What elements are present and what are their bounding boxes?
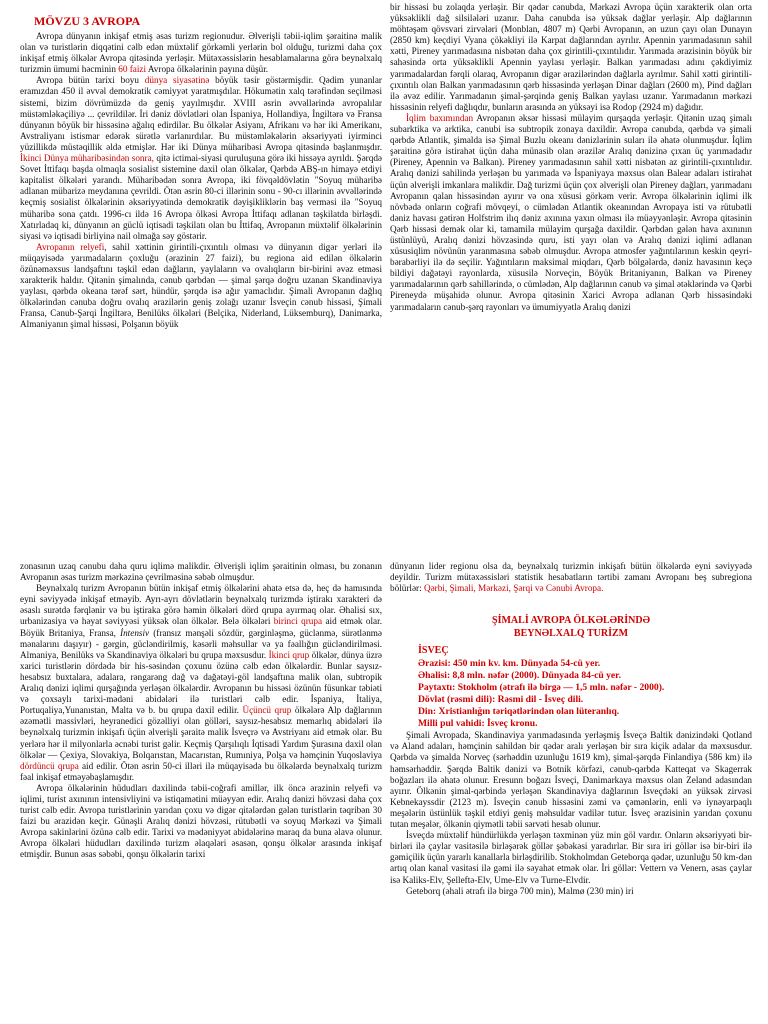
section-subheading: ŞİMALİ AVROPA ÖLKƏLƏRİNDƏ — [492, 615, 650, 627]
text-run: aid etmək olar. Böyük Britaniya, Fransa, — [20, 616, 382, 638]
top-left-column — [20, 14, 382, 331]
paragraph — [20, 75, 382, 241]
fact-line: Paytaxtı: Stokholm (ətrafı ilə birgə — 1,5 mln. nəfər - 2000). — [418, 682, 665, 694]
text-run: , sahil xəttinin girintili-çıxıntılı olması və dünyanın digər yerləri ilə müqayisədə yarımadaların çoxluğu (ərazinin 27 faizi), bu regiona aid edilən ölkələrin özünəməxsus landşaftını təşkil edən dağların, yaylaların və ovalıqların bir-birini əvəz etməsi xarakterik haldır. Qitənin şimalında, cənub qərbdən — şimal şərqə doğru uzanan Skandinaviya yaylası, qərbdə okeana tərəf sərt, hündür, şərqdə isə ağır yamaclıdır. Şimali Avropanın dağlıq ölkələrindən cənuba doğru ovalıq ərazilərin geniş zolağı uzanır İsveçin cənub hissəsi, Şimali Fransa, Cənub-Şərqi İngiltərə, Benilüks ölkələri (Belçika, Niderland, Lüksemburq), Danimarka, Almaniyanın şimal hissəsi, Polşanın böyük — [20, 241, 382, 330]
highlight-text: İqlim baxımından — [406, 112, 474, 123]
highlight-text: 60 faizi — [118, 64, 147, 75]
text-run: Avropa bütün tarixi boyu — [36, 75, 145, 86]
section-subheading: BEYNƏLXALQ TURİZM — [513, 628, 629, 640]
italic-term: İntensiv — [120, 627, 150, 638]
text-run: Beynəlxalq turizm Avropanın bütün inkişaf etmiş ölkələrini əhatə etsə də, heç də hamısında eyni səviyyədə inkişaf etməyib. Ayrı-ayrı dövlətlərin beynəlxalq turizmdə iştirakı xarakteri də əsaslı surətdə fərqlənir və bu iştiraka görə həmin ölkələri dörd qrupa ayırmaq olar. Əhalisi sıx, urbanizasiya və həyat səviyyəsi yüksək olan ölkələr. Belə ölkələri — [20, 583, 382, 627]
fact-line: Din: Xristianlığın təriqətlərindən olan lüteranlıq. — [418, 706, 620, 718]
paragraph — [20, 583, 382, 783]
paragraph — [20, 31, 382, 75]
highlight-text: İkinci qrup — [268, 649, 310, 660]
highlight-text: Avropanın relyefi — [36, 241, 105, 252]
paragraph — [390, 113, 752, 313]
country-title: İSVEÇ — [418, 645, 449, 657]
bottom-page — [0, 555, 768, 1024]
paragraph — [20, 242, 382, 331]
fact-line: Ərazisi: 450 min kv. km. Dünyada 54-cü yer. — [418, 658, 601, 670]
paragraph: Geteborq (əhali ətrafı ilə birgə 700 min), Malmø (230 min) iri — [406, 885, 634, 896]
paragraph: bir hissəsi bu zolaqda yerləşir. Bir qədər cənubda, Mərkəzi Avropa üçün xarakterik olan orta yüksəklikli dağ silsilələri uzanır. Daha cənubda isə yüksək dağlar yerləşir. Alp dağlarının möhtəşəm qövsvari zirvələri (Monblan, 4807 m) Qərbi Avropanın, ən uzun çayı olan Dunayın (2850 km) keçdiyi Vyana çökəkliyi ilə Karpat dağlarından ayrılır. Apennin yarımadasının sahil xətti, Pireney yarımadasına nisbətən daha çox girintili-çıxıntılıdır. Yarımada ərazisinin böyük bir sahəsində orta yüksəklikli Apennin yaylası yerləşir. Balkan yarımadası adını çəkdiyimiz yarımadalardan fərqli olaraq, Avropanın digər ərazilərindən dağlarla ayrılmır. Sahil xətti girintili-çıxıntılı olan Balkan yarımadasının qərb hissəsində yerləşən Dinar dağları (2600 m), Pind dağları ilə əvəz edilir. Yarımadanın şimal-şərqində geniş Balkan yaylası uzanır. Yarımadanın mərkəzi hissəsinin relyefi dağlıqdır, bunların arasında ən yüksəyi isə Rodop (2924 m) dağıdır. — [390, 2, 752, 112]
text-run: Avropa ölkələrinin payına düşür. — [146, 64, 269, 75]
text-run: dünyanın lider regionu olsa da, beynəlxalq turizmin inkişafı bütün ölkələrdə eyni səviyyədə deyildir. Turizm mütəxəssisləri statistik hesabatların tərtibi zamanı Avropanı beş subregiona bölürlər: — [390, 561, 752, 594]
fact-line: Dövlət (rəsmi dili): Rəsmi dil - İsveç dili. — [418, 694, 584, 706]
text-run: ölkələr, dünya üzrə xarici turistlərin dördədə bir his-səsindən çoxunu özünə cəlb edən ölkələrdir. Bunlar saysız-hesabsız buxtalara, adalara, rəngarəng dağ və dağətəyi-göl landşaftına malik olan, subtropik Aralıq dənizi iqlimi qurşağında yerləşən ölkələrdir. Avropanın bu hissəsi özünün füsunkar təbiəti və çoxsaylı tarixi-mədəni abidələri ilə turistləri cəlb edir. İspaniya, İtaliya, Portuqaliya,Yunanıstan, Malta və b. bu qrupa daxil edilir. — [20, 649, 382, 716]
page-gap — [0, 520, 768, 555]
text-run: qitə ictimai-siyasi quruluşuna görə iki hissəyə ayrıldı. Şərqdə Sovet İttifaqı başda olmaqla sosialist sistemine daxil olan ölkələr, Qərbdə ABŞ-ın himayə etdiyi kapitalist ölkələri yarandı. Müharibədən sonra Avropa, iki fövqəldövlətin "Soyuq müharibə adlanan mübarizə meydanına çevrildi. Ötən əsrin 80-ci illərinin sonu - 90-cı illərinin əvvəllərində keçmiş sosialist ölkələrinin əksəriyyətində demokratik dəyişikliklərin baş verməsi ilə "Soyuq müharibə sona çatdı. 1996-cı ildə 16 Avropa ölkəsi Avropa İttifaqı adlanan təşkilatda birləşdi. Xatırladaq ki, dünyanın ən güclü iqtisadi təşkilatı olan bu İttifaq, Avropanın müxtəlif ölkələrinin siyasi və iqtisadi birliyinə nail olmağa səy göstərir. — [20, 153, 383, 241]
text-run: Avropanın əksər hissəsi mülayim qurşaqda yerləşir. Qitənin uzaq şimalı subarktika və arktika, cənubi isə subtropik zonaya daxildir. Avropa cənubda, qərbdə və şimali qərbdə Atlantik, şimalda isə Şimal Buzlu okeanı dənizlərinin suları ilə əhatə olunmuşdur. İqlim şəraitinə görə istirahət üçün daha münasib olan ərazilər Aralıq dənizinə çıxan üç yarımadadır (Pireney, Apennin və Balkan). Pireney yarımadasının sahil xətti nisbətən az girintili-çıxıntılıdır. Aralıq dənizi sahilində yerləşən bu yarımada və İspaniyaya məxsus olan Balear adaları istirahət üçün əlverişli imkanlara malikdir. Dağ turizmi üçün çox əlverişli olan Pireney dağları, yarımadanı Avropanın qalan hissəsindən ayırır və ona xüsusi görkəm verir. Avropa ölkələrinin iqlimi ilk növbədə onların coğrafi mövqeyi, o cümlədən Atlantik okeanından Avropaya isti və rütubətli dəniz havası gətirən Holfstrim ilıq dəniz axınına yaxın olması ilə müəyyənləşir. Avropa qitəsinin Qərb hissəsi demək olar ki, tamamilə mülayim qurşağa daxildir. Qərbdən gələn hava axınının üstünlüyü, Aralıq dənizi hövzəsində quru, isti yayı olan və Aralıq dənizi iqlimi adlanan xüsusiqlim növünün yaranmasına səbəb olmuşdur. Avropa atmosfer yağıntılarının keskin qeyri-bərabərliyi ilə də seçilir. Yağıntıların maksimal miqdarı, Qərb bölgələrdə, dəniz havasının keçə bildiyi dağətəyi rayonlarda, xüsusilə Norveçin, Böyük Britaniyanın, Balkan və Pireney yarımadalarının qərb sahillərində, o cümlədən, Alp dağlarının cənub və şimal ətəklərində və Qərbi Pireneydə müşahidə olunur. Avropa qitəsinin Xarici Avropa adlanan Qərb hissəsindəki yarımadaların cənub-şərq rayonları və ümumiyyətlə Aralıq dənizi — [390, 112, 752, 312]
paragraph — [390, 561, 752, 594]
bottom-left-column — [20, 561, 382, 861]
text-run: Avropa dünyanın inkişaf etmiş əsas turizm regionudur. Əlverişli təbii-iqlim şəraitinə malik olan və turistlərin diqqətini cəlb edən müxtəlif görkəmli yerlərin bol olduğu, turizmi daha çox inkişaf etmiş ölkələr Avropa qitəsində yerləşir. Mütəxəssislərin hesablamalarına görə beynəlxalq turizmin ümumi həcminin — [20, 31, 382, 75]
highlight-text: Qərbi, Şimali, Mərkəzi, Şərqi və Cənubi Avropa. — [423, 583, 604, 594]
highlight-text: Üçüncü qrup — [242, 705, 292, 716]
top-right-column — [390, 2, 752, 313]
paragraph: Avropa ölkələrinin hüdudları daxilində təbii-coğrafi amillər, ilk öncə ərazinin relyefi və iqlimi, turist axınının intensivliyini və istiqamətini müəyyən edir. Aralıq dənizi hövzəsi daha çox turist cəlb edir. Avropa turistlərinin yarıdan çoxu və digər qitələrdən gələn turistlərin təqribən 30 faizi bu ərazidən keçir. Günəşli Aralıq dənizi hövzəsi, rütubətli və soyuq Mərkəzi və Şimali Avropa sakinlərini özünə cəlb edir. Tarixi və mədəniyyət abidələrinə maraq da buna əlavə olunur. Avropa ölkələri hüdudları daxilində turizm əlaqələri əsasən, qonşu ölkələr arasında inkişaf etmişdir. Bunun əsas səbəbi, qonşu ölkələrin tarixi — [20, 782, 382, 860]
highlight-text: İkinci Dünya müharibəsindən sonra, — [20, 153, 154, 164]
highlight-text: birinci qrupa — [273, 616, 323, 627]
text-run: böyük təsir göstərmişdir. Qədim yunanlar eramızdan 450 il əvvəl demokratik cəmiyyət yaratmışdılar. Hökumətin xalq tərəfindən seçilməsi sistemi, bizim dövrümüzdə də geniş yayılmışdır. XVIII əsrin əvvəllərində avropalılar müstəmləkəçiliyə ... çevrildilər. İri dəniz dövlətləri olan İspaniya, Hollandiya, İngiltərə və Fransa dünyanın böyük bir hissəsinə ağalıq edirdilər. Bu ölkələr Asiyanı, Afrikanı və hər iki Amerikanı, Avstraliyanı istismar edərək sürətlə varlanırdılar. Bu müstəmləkələrin əksəriyyəti iyirminci yüzillikdə müstəqillik əldə etmişlər. Hər iki Dünya müharibəsi Avropa qitəsində başlanmışdır. — [20, 75, 382, 152]
fact-line: Əhalisi: 8,8 mln. nəfər (2000). Dünyada 84-cü yer. — [418, 670, 621, 682]
text-run: aid edilir. Ötən əsrin 50-ci illəri ilə müqayisədə bu ölkələrdə beynəlxalq turizm fəal inkişaf etməyəbaşlamışdır. — [20, 760, 382, 782]
bottom-right-column — [390, 561, 752, 897]
text-run: (fransız mənşəli sözdür, gərginləşmə, güclənmə, sürətlənmə mənalarını daşıyır) - gərgin, gücləndirilmiş, kəsərli məhsullar və ya fəallığın gücləndirilməsi. Almaniya, Benilüks və Skandinaviya ölkələri bu qrupa məxsusdur. — [20, 627, 383, 660]
paragraph: zonasının uzaq cənubu daha quru iqlimə malikdir. Əlverişli iqlim şəraitinin olması, bu zonanın Avropanın əsas turizm mərkəzinə çevrilməsinə səbəb olmuşdur. — [20, 561, 382, 583]
lesson-heading: MÖVZU 3 AVROPA — [34, 14, 141, 28]
paragraph: Şimali Avropada, Skandinaviya yarımadasında yerləşmiş İsveçə Baltik dənizindəki Qotland və Aland adaları, həmçinin sahildən bir qədər aralı yerləşən bir sıra kiçik adalar da məxsusdur. Qərbdə və şimalda Norveç (sərhəddin uzunluğu 1619 km), şimal-şərqdə Finlandiya (586 km) ilə həmsərhəddir. Şərqdə Baltik dənizi və Botnik körfəzi, cənub-qərbdə Katteqat və Skagerrak boğazları ilə əhatə olunur. Eresunn boğazı İsveçi, Danimarkaya məxsus olan Zeland adasından ayırır. Ölkənin şimal-qərbində yerləşən Skandinaviya dağlarının İsveçdəki ən yüksək zirvəsi Kebnekayssdir (2123 m). İsveçin cənub hissəsini zəmi və çəmənlərin, enli və iynəyarpaqlı meşələrin üstünlük təşkil etdiyi geniş məhsuldar vadilər tutur. İsveç ərazisinin yarıdan çoxunu tutan meşələr, ölkənin qiymətli təbii sərvəti hesab olunur. — [390, 730, 752, 830]
highlight-text: dördüncü qrupa — [20, 760, 79, 771]
fact-line: Milli pul vahidi: İsveç kronu. — [418, 718, 538, 730]
highlight-text: dünya siyasətinə — [144, 75, 210, 86]
paragraph: İsveçdə müxtəlif hündürlükdə yerləşən təxminən yüz min göl vardır. Onların əksəriyyəti bir-birləri ilə çaylar vasitəsilə birləşərək göllər şəbəkəsi yaradırlar. Bir sıra iri göllər isə bir-biri ilə gəmiçilik üçün yararlı kanallarla birləşdirilib. Stokholmdan Geteborqa qədər, uzunluğu 50 km-dən artıq olan kanal vasitəsi ilə gəmi ilə səyahət etmək olar. İri göllər: Vettern və Venern, əsas çaylar isə Kaliks-Elv, Şelleftə-Elv, Ume-Elv və Turne-Elvdir. — [390, 830, 752, 885]
text-run: ölkələrə Alp dağlarının əzəmətli massivləri, heyranedici gözəlliyi olan gölləri, saysız-hesabsız memarlıq abidələri ilə beynəlxalq turizmin inkişafı üçün əlverişli şəraitə malik İsveçrə və Avstriyanı aid etmək olar. Bu yerlərə hər il milyonlarla əcnəbi turist gəlir. Keçmiş Qarşılıqlı İqtisadi Yardım Şurasına daxil olan ölkələr — Çexiya, Slovakiya, Bolqarıstan, Macarıstan, Rumıniya, Polşa və həmçinin Yuqoslaviya — [20, 705, 382, 760]
